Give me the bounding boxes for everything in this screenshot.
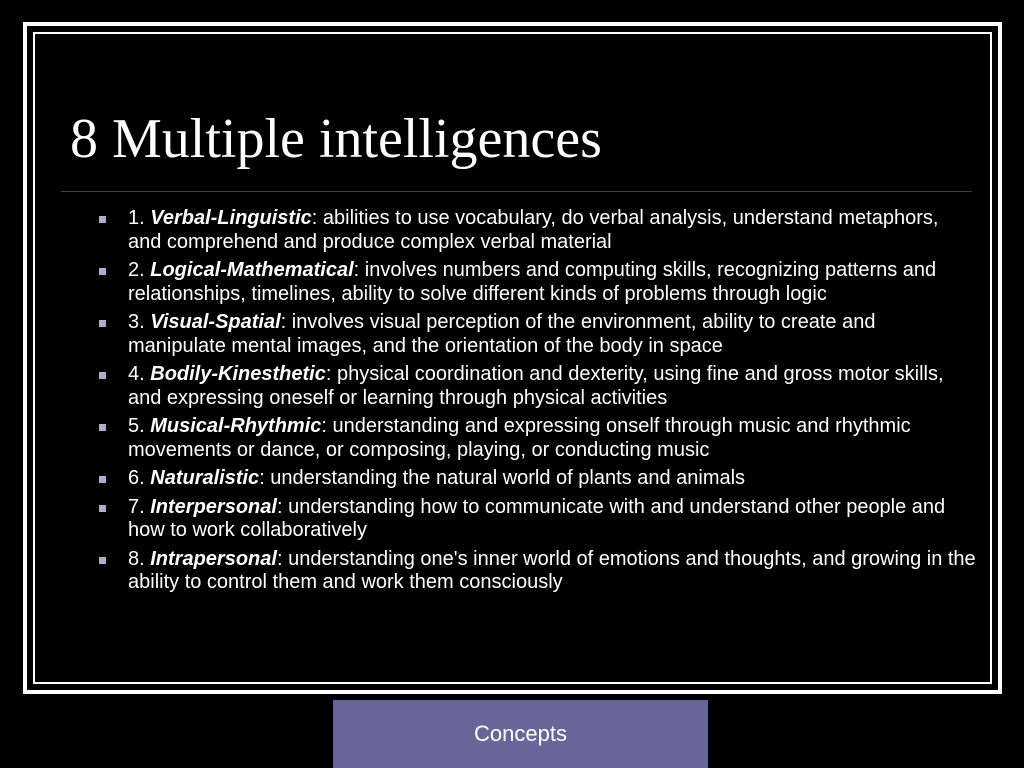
bullet-number: 2.	[128, 259, 151, 281]
bullet-term: Visual-Spatial	[150, 311, 281, 333]
bullet-term: Logical-Mathematical	[150, 259, 354, 281]
bullet-item	[96, 311, 976, 358]
bullet-term: Naturalistic	[150, 467, 260, 489]
bullet-description: : involves numbers and computing skills, recognizing patterns and relationships, timelines, ability to solve different kinds of problems through logic	[128, 259, 937, 305]
bullet-term: Verbal-Linguistic	[150, 207, 312, 229]
bullet-description: : understanding the natural world of plants and animals	[259, 467, 746, 489]
bullet-description: : understanding one's inner world of emotions and thoughts, and growing in the ability to control them and work them consciously	[128, 547, 976, 593]
bullet-number: 8.	[128, 547, 151, 570]
square-bullet-icon	[99, 216, 106, 223]
square-bullet-icon	[99, 505, 106, 512]
bullet-item	[96, 207, 976, 254]
square-bullet-icon	[99, 320, 106, 327]
bullet-term: Intrapersonal	[150, 547, 277, 570]
bullet-description: : involves visual perception of the environment, ability to create and manipulate mental images, and the orientation of the body in space	[128, 311, 876, 357]
bullet-description: : abilities to use vocabulary, do verbal analysis, understand metaphors, and comprehend and produce complex verbal material	[128, 207, 939, 253]
bullet-term: Bodily-Kinesthetic	[150, 363, 326, 385]
bullet-item	[96, 496, 976, 543]
bullet-number: 4.	[128, 363, 151, 385]
square-bullet-icon	[99, 372, 106, 379]
footer-tab-concepts[interactable]	[333, 700, 708, 768]
bullet-item	[96, 467, 976, 491]
square-bullet-icon	[99, 424, 106, 431]
bullet-list	[96, 207, 976, 600]
bullet-item	[96, 363, 976, 410]
square-bullet-icon	[99, 268, 106, 275]
bullet-number: 1.	[128, 207, 151, 229]
bullet-item	[96, 548, 976, 595]
square-bullet-icon	[99, 476, 106, 483]
bullet-description: : understanding how to communicate with and understand other people and how to work collaboratively	[128, 495, 946, 541]
bullet-number: 3.	[128, 311, 151, 333]
bullet-term: Interpersonal	[150, 495, 277, 518]
bullet-number: 5.	[128, 415, 151, 437]
bullet-term: Musical-Rhythmic	[150, 415, 322, 437]
footer-label: Concepts	[474, 721, 567, 746]
bullet-number: 7.	[128, 495, 151, 518]
slide-title: 8 Multiple intelligences	[70, 108, 602, 170]
bullet-number: 6.	[128, 467, 151, 489]
bullet-item	[96, 415, 976, 462]
title-divider	[61, 191, 972, 192]
bullet-item	[96, 259, 976, 306]
square-bullet-icon	[99, 557, 106, 564]
bullet-description: : understanding and expressing onself through music and rhythmic movements or dance, or composing, playing, or conducting music	[128, 415, 911, 461]
bullet-description: : physical coordination and dexterity, using fine and gross motor skills, and expressing oneself or learning through physical activities	[128, 363, 944, 409]
